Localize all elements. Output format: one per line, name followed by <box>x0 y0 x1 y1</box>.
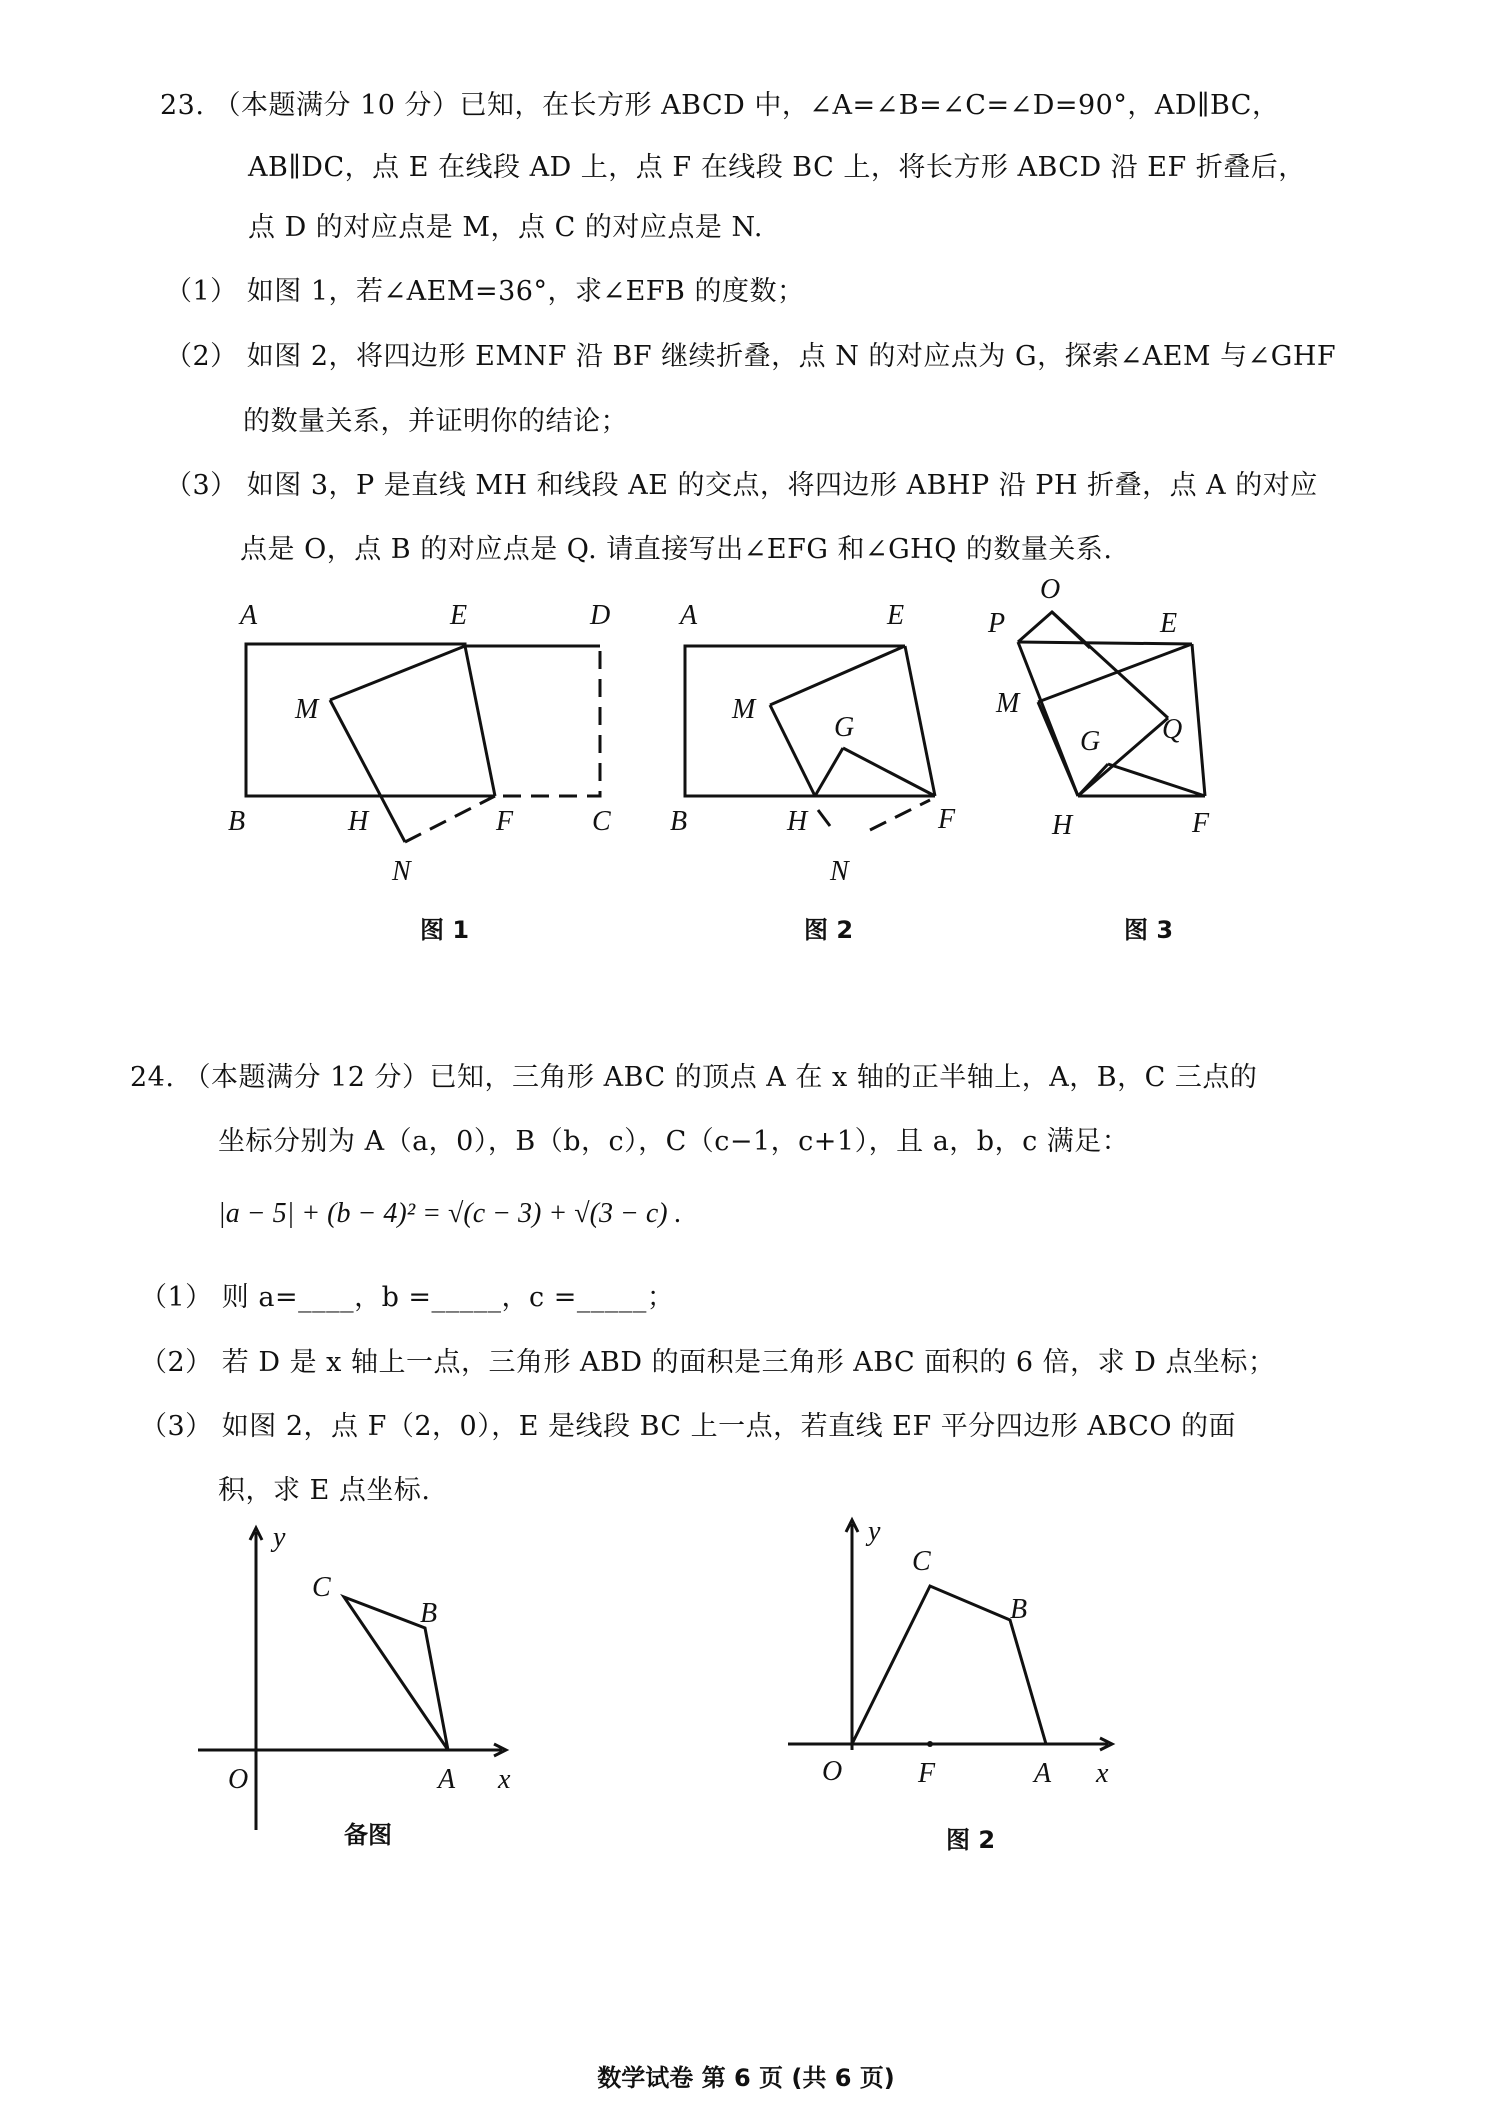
fig1-label-h: H <box>348 806 369 837</box>
fig3-line-ef <box>1192 644 1205 796</box>
q23-figure-2 <box>670 590 956 890</box>
fig1-label-d: D <box>590 600 611 631</box>
fig2-rect <box>685 646 905 796</box>
fig2-label-f: F <box>938 804 956 835</box>
q23-figure-1 <box>220 590 640 890</box>
spare-label-a: A <box>438 1764 456 1795</box>
fig3-line-pe <box>1018 642 1192 644</box>
page-footer: 数学试卷 第 6 页 (共 6 页) <box>597 2064 895 2092</box>
q24-spare-figure <box>190 1520 530 1840</box>
fig2-line-tick <box>818 810 830 826</box>
fig2-label-n: N <box>830 856 849 887</box>
fig2-label-b: B <box>670 806 688 837</box>
spare-label-y: y <box>273 1522 286 1553</box>
fig2-label-g: G <box>834 712 855 743</box>
fig2-line-hg <box>815 748 843 796</box>
q24-equation: |a − 5| + (b − 4)² = √(c − 3) + √(3 − c) . <box>218 1198 682 1229</box>
spare-label-c: C <box>312 1572 331 1603</box>
fig1-label-b: B <box>228 806 246 837</box>
fig2-label-h: H <box>787 806 808 837</box>
q24-figure-2-caption: 图 2 <box>946 1826 996 1854</box>
fig1-label-e: E <box>450 600 468 631</box>
fig1-label-c: C <box>592 806 611 837</box>
q23-figure-2-caption: 图 2 <box>804 916 854 944</box>
fig1-line-ef <box>465 646 495 796</box>
q23-part-1: （1） 如图 1，若∠AEM=36°，求∠EFB 的度数； <box>165 276 805 307</box>
q23-part-2: （2） 如图 2，将四边形 EMNF 沿 BF 继续折叠，点 N 的对应点为 G，探索∠AEM 与∠GHF <box>165 341 1337 372</box>
fig2-label-f: F <box>918 1758 936 1789</box>
fig3-line-gf <box>1108 764 1205 796</box>
fig3-label-p: P <box>988 608 1006 639</box>
q24-spare-figure-caption: 备图 <box>344 1821 392 1849</box>
q23-figure-3-caption: 图 3 <box>1124 916 1174 944</box>
spare-label-o: O <box>228 1764 249 1795</box>
q23-part-2-cont: 的数量关系，并证明你的结论； <box>243 406 628 437</box>
fig2-label-e: E <box>887 600 905 631</box>
fig2-label-o: O <box>822 1756 843 1787</box>
q24-part-3: （3） 如图 2，点 F（2，0），E 是线段 BC 上一点，若直线 EF 平分四边形 ABCO 的面 <box>140 1411 1237 1442</box>
fig1-line-nf <box>405 796 495 842</box>
fig2-line-ef <box>905 646 935 796</box>
fig1-rect-dashed <box>465 646 600 796</box>
fig2-point-f <box>927 1741 933 1747</box>
fig3-label-m: M <box>996 688 1020 719</box>
fig2-label-b: B <box>1010 1594 1028 1625</box>
q24-part-3-cont: 积，求 E 点坐标. <box>218 1475 431 1506</box>
fig3-label-q: Q <box>1162 714 1183 745</box>
fig2-label-a: A <box>1034 1758 1052 1789</box>
q23-part-3-cont: 点是 O，点 B 的对应点是 Q. 请直接写出∠EFG 和∠GHQ 的数量关系. <box>240 534 1113 565</box>
q24-line-1: 24. （本题满分 12 分）已知，三角形 ABC 的顶点 A 在 x 轴的正半轴上，A，B，C 三点的 <box>130 1062 1258 1093</box>
fig2-label-m: M <box>732 694 756 725</box>
fig1-label-a: A <box>240 600 258 631</box>
q23-line-2: AB∥DC，点 E 在线段 AD 上，点 F 在线段 BC 上，将长方形 ABCD 沿 EF 折叠后， <box>248 152 1306 183</box>
fig3-line-hg <box>1078 764 1108 796</box>
fig2-label-y: y <box>868 1516 881 1547</box>
spare-label-x: x <box>498 1764 511 1795</box>
fig2-line-gf <box>843 748 935 796</box>
fig2-label-x: x <box>1096 1758 1109 1789</box>
fig3-label-e: E <box>1160 608 1178 639</box>
q24-line-2: 坐标分别为 A（a，0），B（b，c），C（c−1，c+1），且 a，b，c 满足： <box>218 1126 1130 1157</box>
q24-part-1: （1） 则 a=____，b =_____，c =_____； <box>140 1282 675 1313</box>
q23-part-3: （3） 如图 3，P 是直线 MH 和线段 AE 的交点，将四边形 ABHP 沿 PH 折叠，点 A 的对应 <box>165 470 1318 501</box>
fig3-label-h: H <box>1052 810 1073 841</box>
fig3-line-mh <box>1038 702 1078 796</box>
q23-figure-1-caption: 图 1 <box>420 916 470 944</box>
q24-part-2: （2） 若 D 是 x 轴上一点，三角形 ABD 的面积是三角形 ABC 面积的 6 倍，求 D 点坐标； <box>140 1347 1276 1378</box>
fig2-line-mh <box>770 705 815 796</box>
spare-label-b: B <box>420 1598 438 1629</box>
fig2-line-dashed <box>870 800 930 830</box>
q23-figure-3 <box>980 574 1230 841</box>
q23-line-3: 点 D 的对应点是 M，点 C 的对应点是 N. <box>248 212 763 243</box>
fig3-label-g: G <box>1080 726 1101 757</box>
fig2-line-em <box>770 646 905 705</box>
fig1-label-n: N <box>392 856 411 887</box>
fig2-label-a: A <box>680 600 698 631</box>
q24-figure-2 <box>780 1510 1120 1830</box>
fig1-label-m: M <box>295 694 319 725</box>
fig3-line-oq <box>1052 612 1168 718</box>
q23-line-1: 23. （本题满分 10 分）已知，在长方形 ABCD 中，∠A=∠B=∠C=∠D=90°，AD∥BC， <box>160 90 1280 121</box>
fig1-line-em <box>330 646 465 700</box>
fig1-label-f: F <box>496 806 514 837</box>
fig3-line-em <box>1038 644 1192 702</box>
fig2-label-c: C <box>912 1546 931 1577</box>
fig3-label-o: O <box>1040 574 1061 605</box>
fig3-label-f: F <box>1192 808 1210 839</box>
